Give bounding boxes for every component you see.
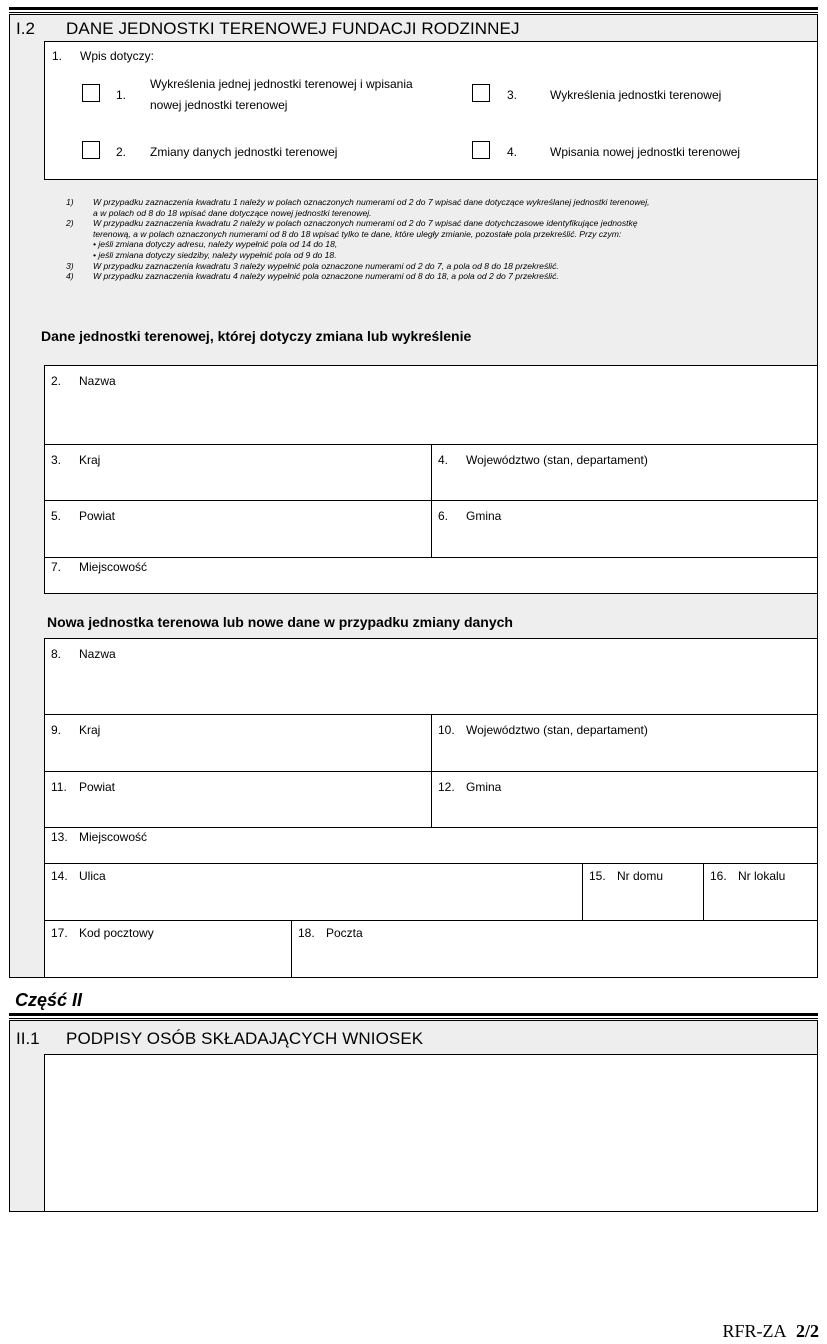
note-2-line-3: • jeśli zmiana dotyczy adresu, należy wypełnić pola od 14 do 18, <box>93 239 338 250</box>
part-2-rule-thick <box>9 1013 818 1016</box>
field-5-powiat[interactable] <box>44 500 432 558</box>
field-15-nr-domu[interactable] <box>582 863 704 921</box>
option-3-label: Wykreślenia jednostki terenowej <box>550 88 722 102</box>
section-ii1-title: PODPISY OSÓB SKŁADAJĄCYCH WNIOSEK <box>66 1029 424 1048</box>
top-rule-thick <box>9 7 818 10</box>
field-8-label: Nazwa <box>79 647 116 661</box>
option-2-label: Zmiany danych jednostki terenowej <box>150 145 338 159</box>
field-2-number: 2. <box>51 374 62 388</box>
field-1-box <box>44 41 818 180</box>
instructions-notes <box>66 197 811 307</box>
section-i2-number: I.2 <box>16 19 35 38</box>
note-3-line-1: W przypadku zaznaczenia kwadratu 3 należy wypełnić pola oznaczone numerami od 2 do 7, a pola od 8 do 18 przekreślić. <box>93 260 559 271</box>
field-6-number: 6. <box>438 509 449 523</box>
field-14-label: Ulica <box>79 869 106 883</box>
page-number: 2/2 <box>795 1321 819 1341</box>
field-6-label: Gmina <box>466 509 502 523</box>
field-13-number: 13. <box>51 830 68 844</box>
note-2-line-1: W przypadku zaznaczenia kwadratu 2 należy w polach oznaczonych numerami od 2 do 7 wpisać dane dotychczasowe identyfikujące jednostkę <box>93 218 638 229</box>
field-6-gmina[interactable] <box>431 500 818 558</box>
checkbox-option-4[interactable] <box>472 141 490 159</box>
note-2-line-2: terenową, a w polach oznaczonych numerami od 8 do 18 wpisać tylko te dane, które uległy zmianie, pozostałe pola przekreślić. Przy czym: <box>93 228 622 239</box>
field-3-label: Kraj <box>79 453 101 467</box>
field-11-label: Powiat <box>79 780 116 794</box>
signatures-field[interactable] <box>44 1054 818 1212</box>
field-7-miejscowosc[interactable] <box>44 557 818 594</box>
option-1-label-line2: nowej jednostki terenowej <box>150 98 288 112</box>
field-3-kraj[interactable] <box>44 444 432 501</box>
field-18-poczta[interactable] <box>291 920 818 978</box>
group-2-title: Nowa jednostka terenowa lub nowe dane w przypadku zmiany danych <box>47 614 513 630</box>
group-1-title: Dane jednostki terenowej, której dotyczy zmiana lub wykreślenie <box>41 328 472 344</box>
note-1-number: 1) <box>66 197 74 207</box>
top-rule-thin <box>9 12 818 13</box>
field-9-number: 9. <box>51 723 62 737</box>
field-7-number: 7. <box>51 560 62 574</box>
field-10-label: Województwo (stan, departament) <box>466 723 648 737</box>
field-8-number: 8. <box>51 647 62 661</box>
note-1-line-1: W przypadku zaznaczenia kwadratu 1 należy w polach oznaczonych numerami od 2 do 7 wpisać dane dotyczące wykreślanej jednostki terenowej, <box>93 197 650 207</box>
field-16-number: 16. <box>710 869 727 883</box>
option-1-label-line1: Wykreślenia jednej jednostki terenowej i wpisania <box>150 77 413 91</box>
checkbox-option-2[interactable] <box>82 141 100 159</box>
part-2-heading: Część II <box>15 990 83 1010</box>
field-18-label: Poczta <box>326 926 363 940</box>
field-2-nazwa[interactable] <box>44 365 818 445</box>
field-12-gmina[interactable] <box>431 771 818 828</box>
field-4-wojewodztwo[interactable] <box>431 444 818 501</box>
note-2-line-4: • jeśli zmiana dotyczy siedziby, należy wypełnić pola od 9 do 18. <box>93 250 337 260</box>
section-i2-title: DANE JEDNOSTKI TERENOWEJ FUNDACJI RODZINNEJ <box>66 19 520 38</box>
field-9-label: Kraj <box>79 723 101 737</box>
field-16-label: Nr lokalu <box>738 869 786 883</box>
part-2-rule-thin <box>9 1018 818 1019</box>
field-7-label: Miejscowość <box>79 560 148 574</box>
field-17-kod-pocztowy[interactable] <box>44 920 292 978</box>
field-1-number: 1. <box>52 49 63 63</box>
field-5-label: Powiat <box>79 509 116 523</box>
field-12-number: 12. <box>438 780 455 794</box>
note-4-number: 4) <box>66 271 74 282</box>
note-2-number: 2) <box>66 218 74 229</box>
field-18-number: 18. <box>298 926 315 940</box>
option-3-number: 3. <box>507 88 518 102</box>
section-ii1-number: II.1 <box>16 1029 40 1048</box>
option-4-number: 4. <box>507 145 518 159</box>
field-13-label: Miejscowość <box>79 830 148 844</box>
field-17-number: 17. <box>51 926 68 940</box>
field-9-kraj[interactable] <box>44 714 432 772</box>
note-3-number: 3) <box>66 260 74 271</box>
field-10-wojewodztwo[interactable] <box>431 714 818 772</box>
field-14-number: 14. <box>51 869 68 883</box>
field-15-label: Nr domu <box>617 869 664 883</box>
form-code-footer <box>722 1321 819 1342</box>
note-4-line-1: W przypadku zaznaczenia kwadratu 4 należy wypełnić pola oznaczone numerami od 8 do 18, a pola od 2 do 7 przekreślić. <box>93 271 559 282</box>
form-code: RFR-ZA <box>722 1321 786 1341</box>
field-12-label: Gmina <box>466 780 502 794</box>
field-2-label: Nazwa <box>79 374 116 388</box>
note-1-line-2: a w polach od 8 do 18 wpisać dane dotyczące nowej jednostki terenowej. <box>93 207 372 218</box>
field-15-number: 15. <box>589 869 606 883</box>
field-3-number: 3. <box>51 453 62 467</box>
field-10-number: 10. <box>438 723 455 737</box>
checkbox-option-1[interactable] <box>82 84 100 102</box>
checkbox-option-3[interactable] <box>472 84 490 102</box>
option-2-number: 2. <box>116 145 127 159</box>
field-4-label: Województwo (stan, departament) <box>466 453 648 467</box>
field-17-label: Kod pocztowy <box>79 926 154 940</box>
field-16-nr-lokalu[interactable] <box>703 863 818 921</box>
field-1-label: Wpis dotyczy: <box>80 49 155 63</box>
field-11-powiat[interactable] <box>44 771 432 828</box>
option-4-label: Wpisania nowej jednostki terenowej <box>550 145 741 159</box>
field-5-number: 5. <box>51 509 62 523</box>
field-4-number: 4. <box>438 453 449 467</box>
field-14-ulica[interactable] <box>44 863 583 921</box>
option-1-number: 1. <box>116 88 127 102</box>
field-11-number: 11. <box>51 780 67 794</box>
field-13-miejscowosc[interactable] <box>44 827 818 864</box>
field-8-nazwa[interactable] <box>44 638 818 715</box>
